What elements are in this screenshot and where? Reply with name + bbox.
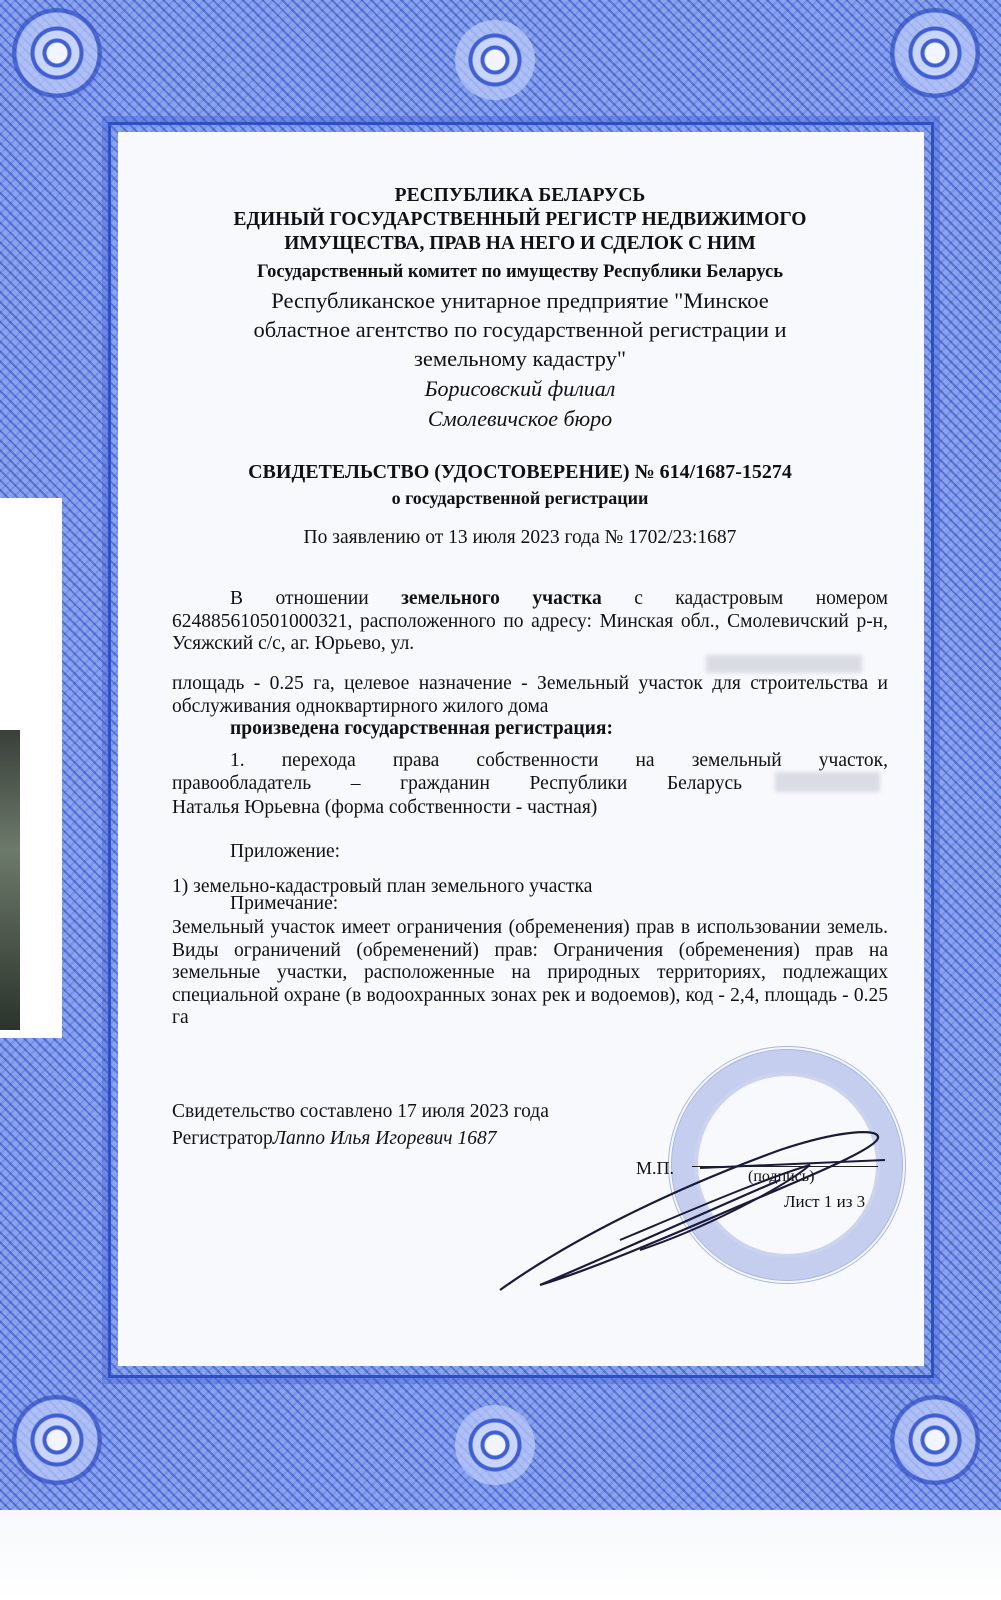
- signature-label: (подпись): [748, 1168, 815, 1185]
- paragraph-address: с кадастровым номером 624885610501000321, расположенного по адресу: Минская обл., Смолевичский р-н, Усяжский с/с, аг. Юрьево, ул.: [172, 588, 889, 654]
- land-plot-term: земельного участка: [401, 588, 602, 609]
- registrar-name: Лаппо Илья Игоревич 1687: [272, 1128, 497, 1149]
- redacted-street: [706, 655, 862, 673]
- registration-item-line3: Наталья Юрьевна (форма собственности - частная): [172, 797, 598, 818]
- corner-rosette-top-right: [890, 8, 980, 98]
- attachment-label: Приложение:: [230, 841, 341, 862]
- bottom-center-rosette: [455, 1405, 535, 1485]
- enterprise-line2: областное агентство по государственной регистрации и: [253, 317, 787, 342]
- land-plot-paragraph: [172, 588, 888, 656]
- corner-rosette-bottom-left: [12, 1395, 102, 1485]
- committee-heading: Государственный комитет по имуществу Республики Беларусь: [256, 262, 784, 282]
- land-plot-details: площадь - 0.25 га, целевое назначение - Земельный участок для строительства и обслуживания одноквартирного жилого дома: [172, 673, 888, 717]
- corner-rosette-bottom-right: [890, 1395, 980, 1485]
- sheet-number: Лист 1 из 3: [784, 1192, 866, 1211]
- registration-item-line2: правообладатель – гражданин Республики Беларусь: [172, 773, 742, 794]
- enterprise-line3: земельному кадастру": [413, 346, 627, 371]
- handwritten-signature: [480, 1120, 900, 1310]
- certificate-subtitle: о государственной регистрации: [391, 488, 649, 508]
- note-text: Земельный участок имеет ограничения (обременения) прав в использовании земель. Виды ограничений (обременений) прав: Ограничения (обременения) прав на земельные участки, расположенные на природных территориях, подлежащих специальной охране (в водоохранных зонах рек и водоемов), код - 2,4, площадь - 0.25 га: [172, 917, 888, 1028]
- paragraph-intro: В отношении: [230, 588, 402, 609]
- registration-heading: произведена государственная регистрация:: [230, 718, 613, 739]
- register-heading-line1: ЕДИНЫЙ ГОСУДАРСТВЕННЫЙ РЕГИСТР НЕДВИЖИМОГО: [233, 209, 807, 230]
- seal-place-label: М.П.: [636, 1158, 675, 1178]
- certificate-title: СВИДЕТЕЛЬСТВО (УДОСТОВЕРЕНИЕ) № 614/1687-15274: [248, 461, 792, 483]
- top-center-rosette: [455, 20, 535, 100]
- composed-date: Свидетельство составлено 17 июля 2023 года: [172, 1101, 549, 1122]
- redacted-surname: [775, 772, 880, 792]
- registration-item-line1: 1. перехода права собственности на земельный участок,: [230, 750, 888, 771]
- bureau-name: Смолевичское бюро: [427, 406, 613, 431]
- left-background-object: [0, 730, 20, 1030]
- enterprise-line1: Республиканское унитарное предприятие "Минское: [271, 288, 769, 313]
- application-reference: По заявлению от 13 июля 2023 года № 1702/23:1687: [303, 527, 737, 548]
- branch-name: Борисовский филиал: [424, 376, 616, 401]
- attachment-item: 1) земельно-кадастровый план земельного участка: [172, 876, 593, 897]
- note-label: Примечание:: [230, 893, 339, 914]
- register-heading-line2: ИМУЩЕСТВА, ПРАВ НА НЕГО И СДЕЛОК С НИМ: [284, 233, 756, 254]
- bottom-background-strip: [0, 1510, 1001, 1600]
- corner-rosette-top-left: [12, 8, 102, 98]
- registrar-label: Регистратор: [172, 1128, 273, 1149]
- country-heading: РЕСПУБЛИКА БЕЛАРУСЬ: [394, 185, 646, 206]
